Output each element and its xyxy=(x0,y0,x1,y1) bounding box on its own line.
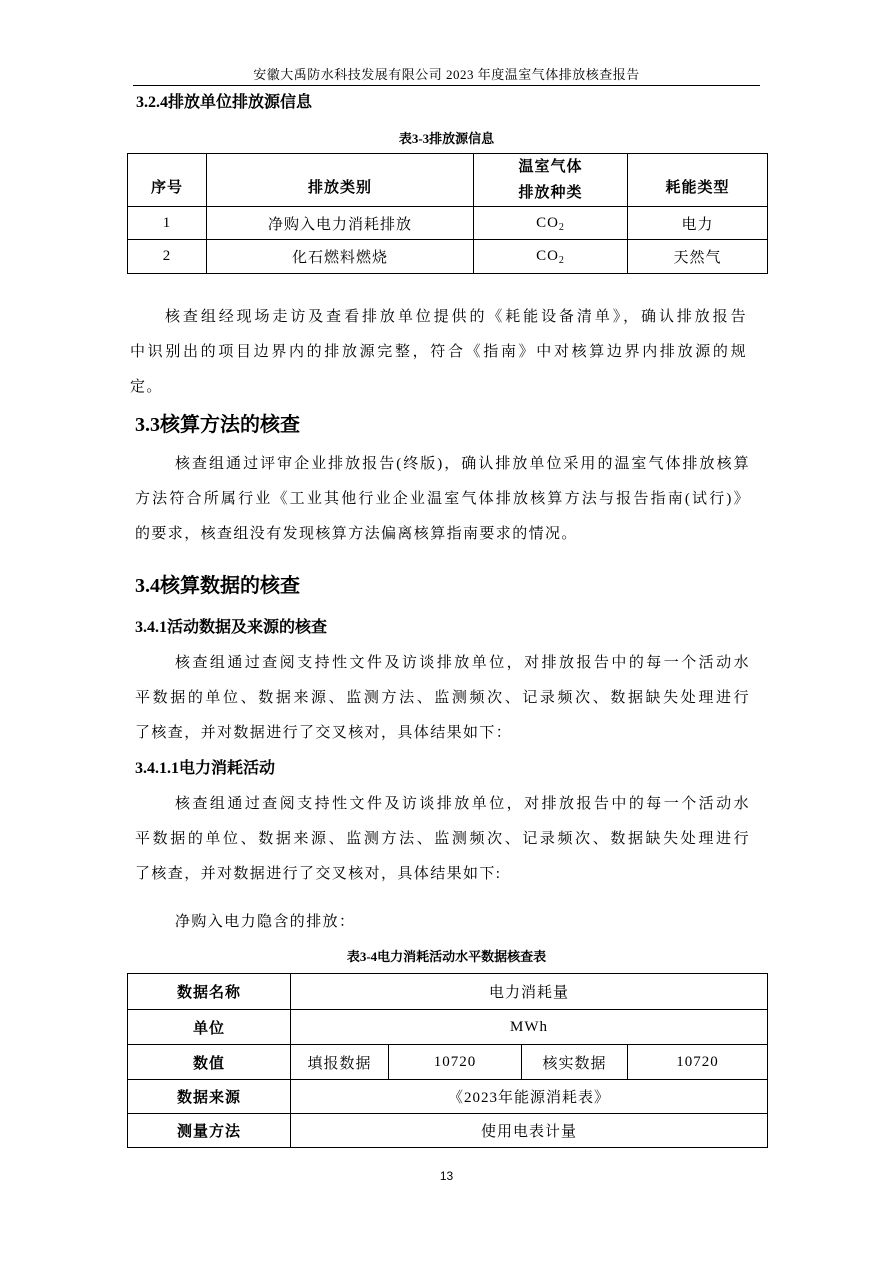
page-number: 13 xyxy=(439,1169,454,1183)
label-method: 测量方法 xyxy=(128,1114,291,1148)
reported-label: 填报数据 xyxy=(291,1045,389,1080)
gas-subscript: 2 xyxy=(558,255,565,266)
section-heading-3-2-4: 3.2.4排放单位排放源信息 xyxy=(136,94,313,111)
cell-no: 2 xyxy=(128,240,207,274)
section-heading-3-4-1-1: 3.4.1.1电力消耗活动 xyxy=(135,760,276,777)
paragraph-activity-data xyxy=(135,646,750,751)
value-data-name: 电力消耗量 xyxy=(291,974,768,1010)
gas-subscript: 2 xyxy=(558,221,565,233)
header-gas-line2: 排放种类 xyxy=(518,185,583,201)
table-row xyxy=(128,1114,768,1148)
paragraph-line: 方法符合所属行业《工业其他行业企业温室气体排放核算方法与报告指南(试行)》 xyxy=(135,491,750,507)
table-caption-3-4: 表3-4电力消耗活动水平数据核查表 xyxy=(346,949,547,964)
paragraph-line: 核查组通过评审企业排放报告(终版)，确认排放单位采用的温室气体排放核算 xyxy=(175,456,750,472)
cell-gas xyxy=(474,240,628,274)
paragraph-line: 平数据的单位、数据来源、监测方法、监测频次、记录频次、数据缺失处理进行 xyxy=(135,831,750,847)
table-row xyxy=(128,207,768,240)
cell-no: 1 xyxy=(128,207,207,240)
cell-gas xyxy=(474,207,628,240)
verified-value: 10720 xyxy=(628,1045,768,1080)
label-data-name: 数据名称 xyxy=(128,974,291,1010)
electricity-intro xyxy=(175,905,355,940)
cell-category: 化石燃料燃烧 xyxy=(207,240,474,274)
electricity-data-table xyxy=(127,973,768,1148)
cell-category: 净购入电力消耗排放 xyxy=(207,207,474,240)
table-row xyxy=(128,240,768,274)
table-row xyxy=(128,1080,768,1114)
running-header: 安徽大禹防水科技发展有限公司 2023 年度温室气体排放核查报告 xyxy=(253,67,640,82)
table-caption-3-3: 表3-3排放源信息 xyxy=(398,131,495,146)
verified-label: 核实数据 xyxy=(522,1045,628,1080)
emission-source-table xyxy=(127,153,768,274)
section-heading-3-4-1: 3.4.1活动数据及来源的核查 xyxy=(135,619,328,636)
paragraph-line: 中识别出的项目边界内的排放源完整，符合《指南》中对核算边界内排放源的规 xyxy=(130,344,747,360)
paragraph-line: 了核查，并对数据进行了交叉核对，具体结果如下： xyxy=(135,725,513,741)
table-row xyxy=(128,974,768,1010)
header-gas-line1: 温室气体 xyxy=(518,159,583,175)
paragraph-line: 定。 xyxy=(130,379,163,395)
paragraph-line: 核查组通过查阅支持性文件及访谈排放单位，对排放报告中的每一个活动水 xyxy=(175,796,750,812)
paragraph-electricity xyxy=(135,787,750,892)
paragraph-boundary-check xyxy=(130,300,747,405)
header-rule xyxy=(133,85,760,86)
gas-formula: CO xyxy=(536,248,559,264)
value-method: 使用电表计量 xyxy=(291,1114,768,1148)
paragraph-line: 了核查，并对数据进行了交叉核对，具体结果如下: xyxy=(135,866,502,882)
header-energy: 耗能类型 xyxy=(628,154,768,207)
value-unit: MWh xyxy=(291,1010,768,1045)
gas-formula: CO xyxy=(536,214,559,231)
header-gas xyxy=(474,154,628,207)
paragraph-line: 核查组经现场走访及查看排放单位提供的《耗能设备清单》，确认排放报告 xyxy=(165,309,747,325)
table-row xyxy=(128,1010,768,1045)
paragraph-method-check xyxy=(135,447,750,552)
paragraph-line: 核查组通过查阅支持性文件及访谈排放单位，对排放报告中的每一个活动水 xyxy=(175,655,750,671)
table-header-row xyxy=(128,154,768,207)
reported-value: 10720 xyxy=(389,1045,522,1080)
value-source: 《2023年能源消耗表》 xyxy=(291,1080,768,1114)
header-category: 排放类别 xyxy=(207,154,474,207)
header-no: 序号 xyxy=(128,154,207,207)
paragraph-line: 平数据的单位、数据来源、监测方法、监测频次、记录频次、数据缺失处理进行 xyxy=(135,690,750,706)
label-source: 数据来源 xyxy=(128,1080,291,1114)
section-heading-3-4: 3.4核算数据的核查 xyxy=(135,575,300,597)
table-row xyxy=(128,1045,768,1080)
cell-energy: 电力 xyxy=(628,207,768,240)
paragraph-line: 的要求，核查组没有发现核算方法偏离核算指南要求的情况。 xyxy=(135,526,578,542)
label-unit: 单位 xyxy=(128,1010,291,1045)
cell-energy: 天然气 xyxy=(628,240,768,274)
section-heading-3-3: 3.3核算方法的核查 xyxy=(135,414,300,436)
label-amount: 数值 xyxy=(128,1045,291,1080)
paragraph-line: 净购入电力隐含的排放： xyxy=(175,914,356,930)
